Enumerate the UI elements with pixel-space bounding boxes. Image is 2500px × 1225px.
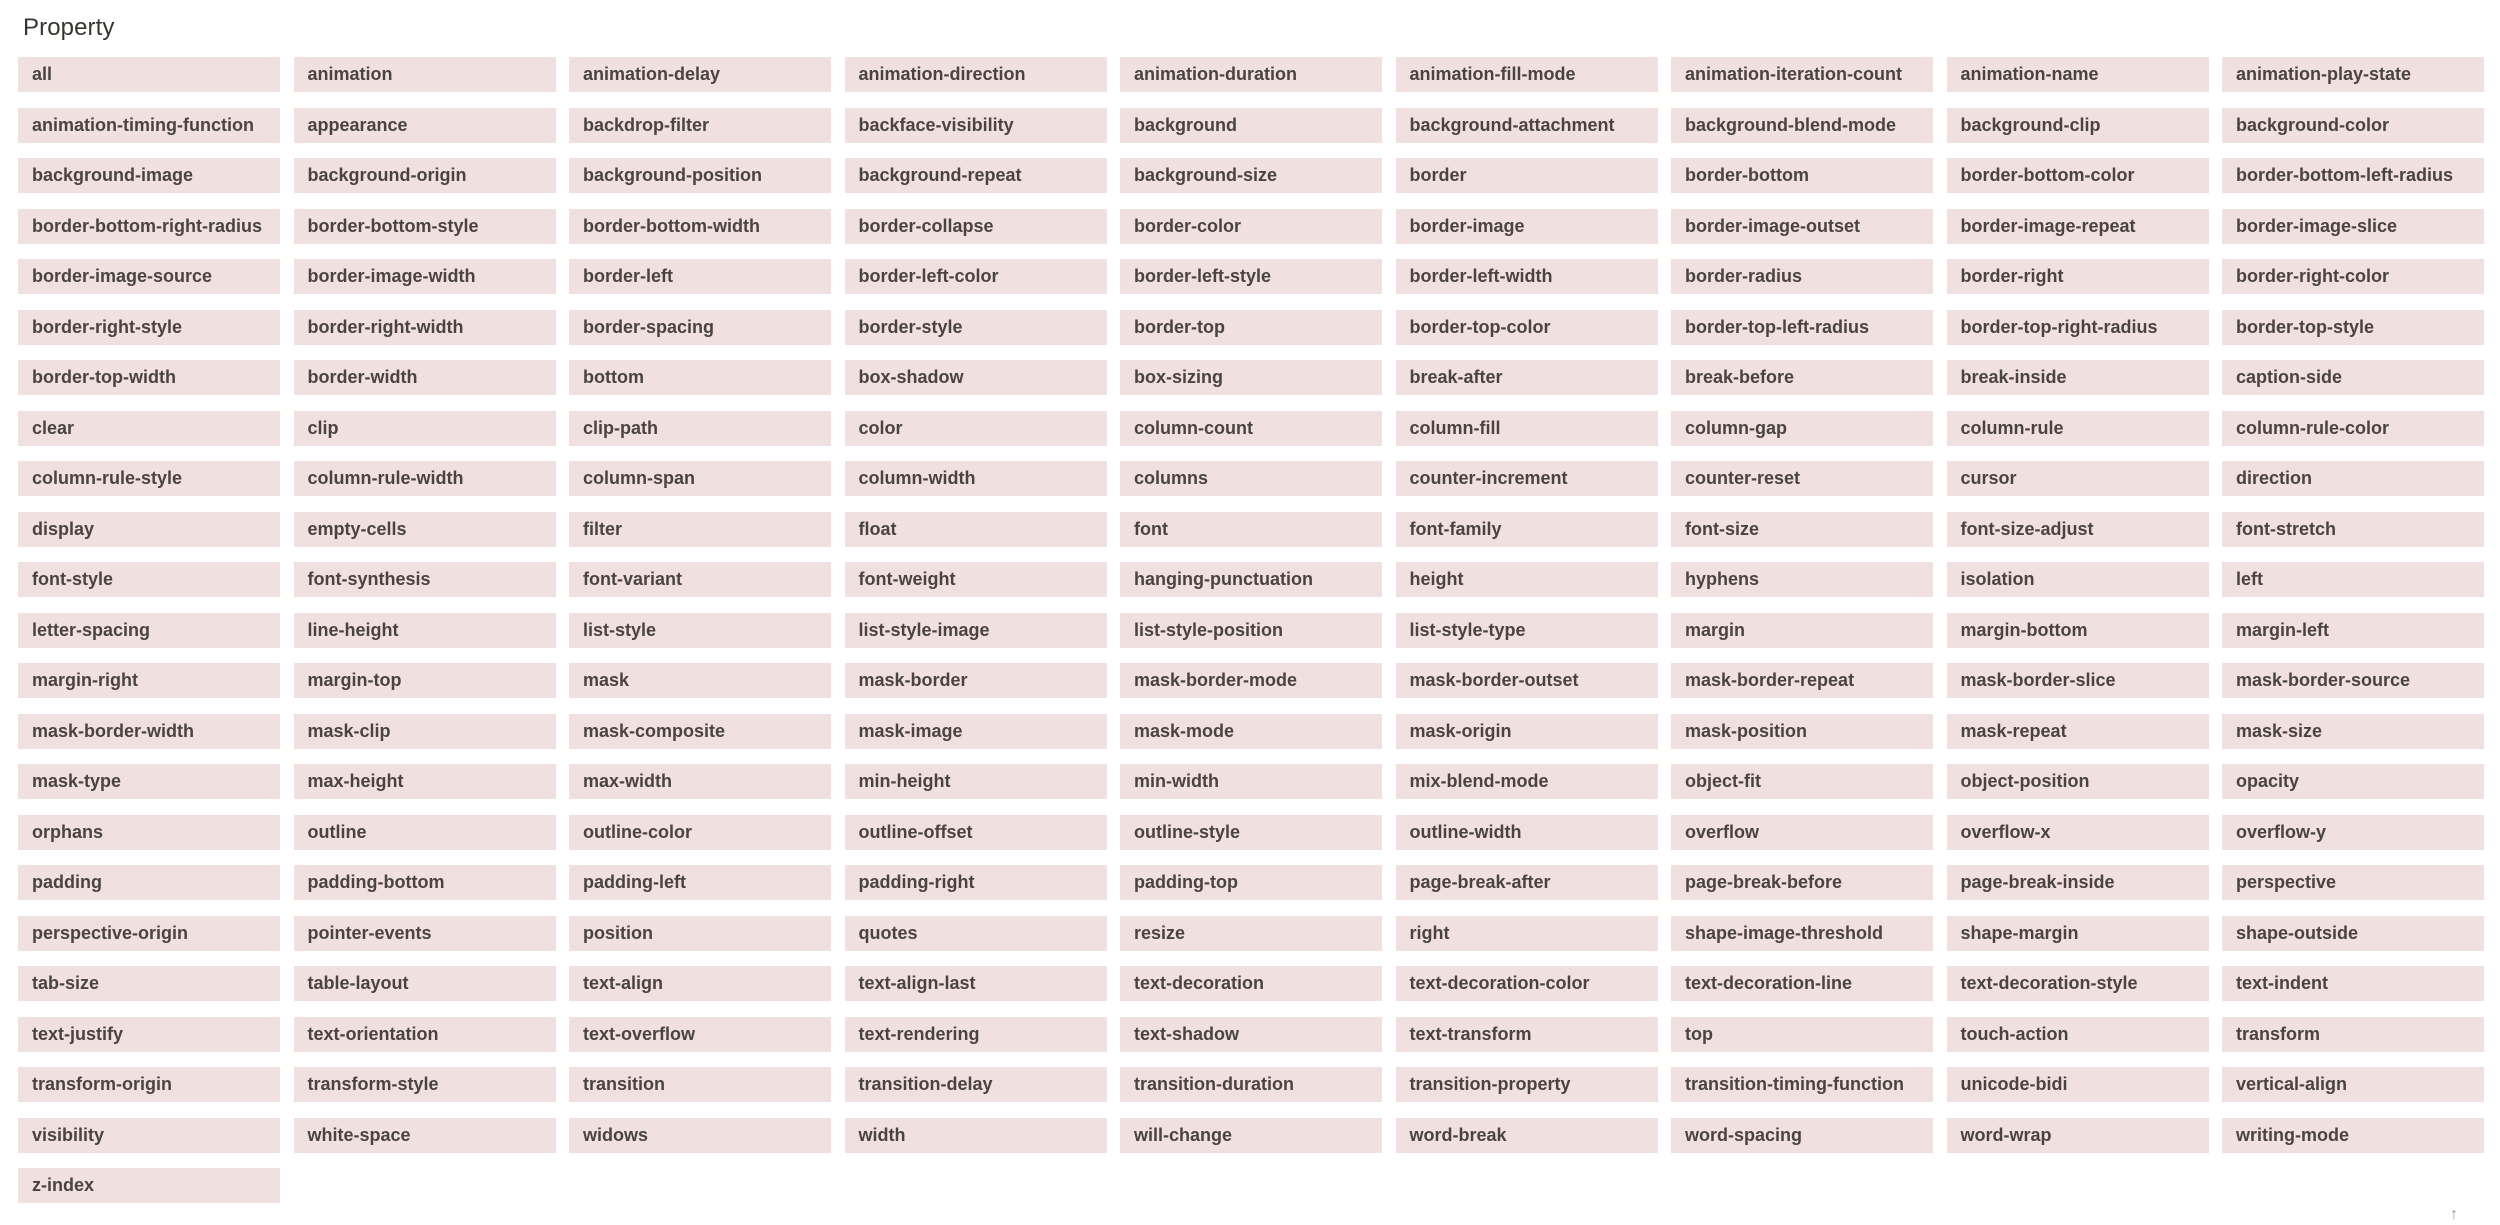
property-tag[interactable]: animation-iteration-count: [1671, 57, 1933, 92]
property-tag[interactable]: mask-position: [1671, 714, 1933, 749]
property-tag[interactable]: text-overflow: [569, 1017, 831, 1052]
property-tag[interactable]: mask-border-repeat: [1671, 663, 1933, 698]
property-tag[interactable]: border-collapse: [845, 209, 1107, 244]
property-tag[interactable]: transition-duration: [1120, 1067, 1382, 1102]
property-tag[interactable]: overflow-y: [2222, 815, 2484, 850]
property-tag[interactable]: outline-width: [1396, 815, 1658, 850]
property-tag[interactable]: text-align-last: [845, 966, 1107, 1001]
property-tag[interactable]: border-image-repeat: [1947, 209, 2209, 244]
property-tag[interactable]: min-width: [1120, 764, 1382, 799]
property-tag[interactable]: break-before: [1671, 360, 1933, 395]
property-tag[interactable]: orphans: [18, 815, 280, 850]
property-tag[interactable]: table-layout: [294, 966, 556, 1001]
property-tag[interactable]: border-image: [1396, 209, 1658, 244]
property-tag[interactable]: text-decoration-color: [1396, 966, 1658, 1001]
property-tag[interactable]: box-shadow: [845, 360, 1107, 395]
property-tag[interactable]: border-style: [845, 310, 1107, 345]
property-tag[interactable]: shape-margin: [1947, 916, 2209, 951]
property-tag[interactable]: text-orientation: [294, 1017, 556, 1052]
property-tag[interactable]: text-rendering: [845, 1017, 1107, 1052]
property-tag[interactable]: border-right-style: [18, 310, 280, 345]
property-tag[interactable]: border-top-color: [1396, 310, 1658, 345]
property-tag[interactable]: clip: [294, 411, 556, 446]
property-tag[interactable]: border-bottom-left-radius: [2222, 158, 2484, 193]
property-tag[interactable]: border-top-style: [2222, 310, 2484, 345]
property-tag[interactable]: mask-border-mode: [1120, 663, 1382, 698]
property-tag[interactable]: mix-blend-mode: [1396, 764, 1658, 799]
property-tag[interactable]: background-blend-mode: [1671, 108, 1933, 143]
property-tag[interactable]: animation-duration: [1120, 57, 1382, 92]
property-tag[interactable]: background-clip: [1947, 108, 2209, 143]
property-tag[interactable]: text-indent: [2222, 966, 2484, 1001]
property-tag[interactable]: padding-right: [845, 865, 1107, 900]
property-tag[interactable]: border-bottom: [1671, 158, 1933, 193]
property-tag[interactable]: font-variant: [569, 562, 831, 597]
property-tag[interactable]: mask-type: [18, 764, 280, 799]
property-tag[interactable]: text-decoration-line: [1671, 966, 1933, 1001]
property-tag[interactable]: counter-reset: [1671, 461, 1933, 496]
property-tag[interactable]: font-family: [1396, 512, 1658, 547]
property-tag[interactable]: outline-offset: [845, 815, 1107, 850]
property-tag[interactable]: padding-left: [569, 865, 831, 900]
property-tag[interactable]: mask-mode: [1120, 714, 1382, 749]
property-tag[interactable]: border-image-outset: [1671, 209, 1933, 244]
page-title: Property: [23, 14, 115, 41]
property-tag[interactable]: border-right-width: [294, 310, 556, 345]
property-tag[interactable]: border-width: [294, 360, 556, 395]
property-tag[interactable]: left: [2222, 562, 2484, 597]
property-tag[interactable]: mask-size: [2222, 714, 2484, 749]
property-tag[interactable]: transition-delay: [845, 1067, 1107, 1102]
property-tag[interactable]: margin-right: [18, 663, 280, 698]
property-tag[interactable]: transform-style: [294, 1067, 556, 1102]
property-tag[interactable]: border-top-width: [18, 360, 280, 395]
property-tag[interactable]: object-fit: [1671, 764, 1933, 799]
property-tag[interactable]: will-change: [1120, 1118, 1382, 1153]
property-tag[interactable]: bottom: [569, 360, 831, 395]
property-tag[interactable]: list-style-image: [845, 613, 1107, 648]
property-tag[interactable]: visibility: [18, 1118, 280, 1153]
property-tag[interactable]: text-decoration-style: [1947, 966, 2209, 1001]
property-tag[interactable]: margin-top: [294, 663, 556, 698]
property-tag[interactable]: column-rule-style: [18, 461, 280, 496]
property-tag[interactable]: border-bottom-color: [1947, 158, 2209, 193]
property-tag[interactable]: overflow: [1671, 815, 1933, 850]
property-tag[interactable]: display: [18, 512, 280, 547]
property-tag[interactable]: mask-border-source: [2222, 663, 2484, 698]
property-tag[interactable]: page-break-before: [1671, 865, 1933, 900]
property-tag[interactable]: z-index: [18, 1168, 280, 1203]
property-tag[interactable]: line-height: [294, 613, 556, 648]
property-tag[interactable]: border-right: [1947, 259, 2209, 294]
property-tag[interactable]: mask-border-slice: [1947, 663, 2209, 698]
property-tag[interactable]: outline: [294, 815, 556, 850]
property-tag[interactable]: top: [1671, 1017, 1933, 1052]
property-tag[interactable]: mask-composite: [569, 714, 831, 749]
property-tag[interactable]: animation-delay: [569, 57, 831, 92]
property-tag[interactable]: border-top-left-radius: [1671, 310, 1933, 345]
property-tag[interactable]: column-rule-color: [2222, 411, 2484, 446]
property-tag[interactable]: direction: [2222, 461, 2484, 496]
property-tag[interactable]: object-position: [1947, 764, 2209, 799]
property-grid: [18, 57, 2484, 1203]
property-tag[interactable]: background: [1120, 108, 1382, 143]
property-tag[interactable]: filter: [569, 512, 831, 547]
property-tag[interactable]: padding: [18, 865, 280, 900]
property-tag[interactable]: all: [18, 57, 280, 92]
property-tag[interactable]: margin-bottom: [1947, 613, 2209, 648]
property-tag[interactable]: text-align: [569, 966, 831, 1001]
property-tag[interactable]: transition: [569, 1067, 831, 1102]
property-tag[interactable]: appearance: [294, 108, 556, 143]
property-tag[interactable]: border-right-color: [2222, 259, 2484, 294]
property-tag[interactable]: box-sizing: [1120, 360, 1382, 395]
property-tag[interactable]: font-weight: [845, 562, 1107, 597]
property-tag[interactable]: page-break-inside: [1947, 865, 2209, 900]
property-tag[interactable]: unicode-bidi: [1947, 1067, 2209, 1102]
property-tag[interactable]: page-break-after: [1396, 865, 1658, 900]
property-tag[interactable]: pointer-events: [294, 916, 556, 951]
property-tag[interactable]: mask-clip: [294, 714, 556, 749]
property-tag[interactable]: text-justify: [18, 1017, 280, 1052]
property-tag[interactable]: columns: [1120, 461, 1382, 496]
property-tag[interactable]: border-bottom-style: [294, 209, 556, 244]
property-tag[interactable]: white-space: [294, 1118, 556, 1153]
property-tag[interactable]: resize: [1120, 916, 1382, 951]
property-tag[interactable]: hanging-punctuation: [1120, 562, 1382, 597]
property-tag[interactable]: break-after: [1396, 360, 1658, 395]
property-tag[interactable]: float: [845, 512, 1107, 547]
property-tag[interactable]: tab-size: [18, 966, 280, 1001]
property-tag[interactable]: border-bottom-width: [569, 209, 831, 244]
property-tag[interactable]: background-repeat: [845, 158, 1107, 193]
property-tag[interactable]: transition-timing-function: [1671, 1067, 1933, 1102]
property-tag[interactable]: padding-top: [1120, 865, 1382, 900]
property-tag[interactable]: font-style: [18, 562, 280, 597]
property-tag[interactable]: font-size: [1671, 512, 1933, 547]
property-tag[interactable]: animation-name: [1947, 57, 2209, 92]
property-tag[interactable]: clip-path: [569, 411, 831, 446]
property-tag[interactable]: right: [1396, 916, 1658, 951]
property-tag[interactable]: background-image: [18, 158, 280, 193]
property-tag[interactable]: max-height: [294, 764, 556, 799]
property-tag[interactable]: outline-color: [569, 815, 831, 850]
property-tag[interactable]: height: [1396, 562, 1658, 597]
property-tag[interactable]: list-style-type: [1396, 613, 1658, 648]
property-tag[interactable]: font: [1120, 512, 1382, 547]
property-tag[interactable]: column-width: [845, 461, 1107, 496]
arrow-up-icon[interactable]: ↑: [2450, 1206, 2458, 1223]
property-tag[interactable]: border-image-slice: [2222, 209, 2484, 244]
property-tag[interactable]: text-shadow: [1120, 1017, 1382, 1052]
property-tag[interactable]: column-span: [569, 461, 831, 496]
property-tag[interactable]: transition-property: [1396, 1067, 1658, 1102]
property-tag[interactable]: border-left: [569, 259, 831, 294]
property-tag[interactable]: border-image-source: [18, 259, 280, 294]
property-tag[interactable]: border-image-width: [294, 259, 556, 294]
property-tag[interactable]: word-wrap: [1947, 1118, 2209, 1153]
property-tag[interactable]: shape-outside: [2222, 916, 2484, 951]
property-tag[interactable]: background-color: [2222, 108, 2484, 143]
property-tag[interactable]: margin: [1671, 613, 1933, 648]
property-tag[interactable]: mask-repeat: [1947, 714, 2209, 749]
property-tag[interactable]: animation-play-state: [2222, 57, 2484, 92]
property-tag[interactable]: backdrop-filter: [569, 108, 831, 143]
property-tag[interactable]: max-width: [569, 764, 831, 799]
property-tag[interactable]: border-left-style: [1120, 259, 1382, 294]
property-tag[interactable]: width: [845, 1118, 1107, 1153]
property-tag[interactable]: text-decoration: [1120, 966, 1382, 1001]
property-tag[interactable]: column-rule: [1947, 411, 2209, 446]
property-tag[interactable]: clear: [18, 411, 280, 446]
property-tag[interactable]: cursor: [1947, 461, 2209, 496]
property-tag[interactable]: border-bottom-right-radius: [18, 209, 280, 244]
property-tag[interactable]: margin-left: [2222, 613, 2484, 648]
property-tag[interactable]: transform: [2222, 1017, 2484, 1052]
property-tag[interactable]: letter-spacing: [18, 613, 280, 648]
property-tag[interactable]: font-synthesis: [294, 562, 556, 597]
property-tag[interactable]: border-left-width: [1396, 259, 1658, 294]
property-tag[interactable]: backface-visibility: [845, 108, 1107, 143]
property-tag[interactable]: mask-border: [845, 663, 1107, 698]
property-tag[interactable]: break-inside: [1947, 360, 2209, 395]
property-tag[interactable]: transform-origin: [18, 1067, 280, 1102]
property-tag[interactable]: counter-increment: [1396, 461, 1658, 496]
property-tag[interactable]: animation-timing-function: [18, 108, 280, 143]
property-tag[interactable]: word-break: [1396, 1118, 1658, 1153]
property-tag[interactable]: outline-style: [1120, 815, 1382, 850]
property-tag[interactable]: mask: [569, 663, 831, 698]
property-tag[interactable]: background-origin: [294, 158, 556, 193]
property-tag[interactable]: shape-image-threshold: [1671, 916, 1933, 951]
property-tag[interactable]: background-attachment: [1396, 108, 1658, 143]
property-tag[interactable]: hyphens: [1671, 562, 1933, 597]
property-tag[interactable]: background-position: [569, 158, 831, 193]
property-tag[interactable]: perspective: [2222, 865, 2484, 900]
property-tag[interactable]: text-transform: [1396, 1017, 1658, 1052]
property-tag[interactable]: word-spacing: [1671, 1118, 1933, 1153]
property-tag[interactable]: opacity: [2222, 764, 2484, 799]
property-tag[interactable]: column-rule-width: [294, 461, 556, 496]
property-tag[interactable]: column-count: [1120, 411, 1382, 446]
property-tag[interactable]: mask-image: [845, 714, 1107, 749]
property-tag[interactable]: quotes: [845, 916, 1107, 951]
property-tag[interactable]: empty-cells: [294, 512, 556, 547]
property-tag[interactable]: column-fill: [1396, 411, 1658, 446]
property-tag[interactable]: list-style-position: [1120, 613, 1382, 648]
property-tag[interactable]: background-size: [1120, 158, 1382, 193]
property-tag[interactable]: mask-origin: [1396, 714, 1658, 749]
property-tag[interactable]: animation: [294, 57, 556, 92]
property-tag[interactable]: caption-side: [2222, 360, 2484, 395]
property-tag[interactable]: font-size-adjust: [1947, 512, 2209, 547]
property-tag[interactable]: column-gap: [1671, 411, 1933, 446]
property-tag[interactable]: overflow-x: [1947, 815, 2209, 850]
property-tag[interactable]: mask-border-width: [18, 714, 280, 749]
property-tag[interactable]: animation-direction: [845, 57, 1107, 92]
property-tag[interactable]: border-radius: [1671, 259, 1933, 294]
property-tag[interactable]: widows: [569, 1118, 831, 1153]
property-tag[interactable]: animation-fill-mode: [1396, 57, 1658, 92]
property-tag[interactable]: mask-border-outset: [1396, 663, 1658, 698]
property-tag[interactable]: list-style: [569, 613, 831, 648]
property-tag[interactable]: writing-mode: [2222, 1118, 2484, 1153]
property-tag[interactable]: min-height: [845, 764, 1107, 799]
property-tag[interactable]: touch-action: [1947, 1017, 2209, 1052]
property-tag[interactable]: font-stretch: [2222, 512, 2484, 547]
property-tag[interactable]: border-left-color: [845, 259, 1107, 294]
property-tag[interactable]: isolation: [1947, 562, 2209, 597]
property-tag[interactable]: border: [1396, 158, 1658, 193]
property-tag[interactable]: border-top: [1120, 310, 1382, 345]
property-tag[interactable]: color: [845, 411, 1107, 446]
property-tag[interactable]: border-color: [1120, 209, 1382, 244]
property-tag[interactable]: border-spacing: [569, 310, 831, 345]
property-tag[interactable]: position: [569, 916, 831, 951]
property-tag[interactable]: padding-bottom: [294, 865, 556, 900]
property-tag[interactable]: border-top-right-radius: [1947, 310, 2209, 345]
property-tag[interactable]: perspective-origin: [18, 916, 280, 951]
property-tag[interactable]: vertical-align: [2222, 1067, 2484, 1102]
